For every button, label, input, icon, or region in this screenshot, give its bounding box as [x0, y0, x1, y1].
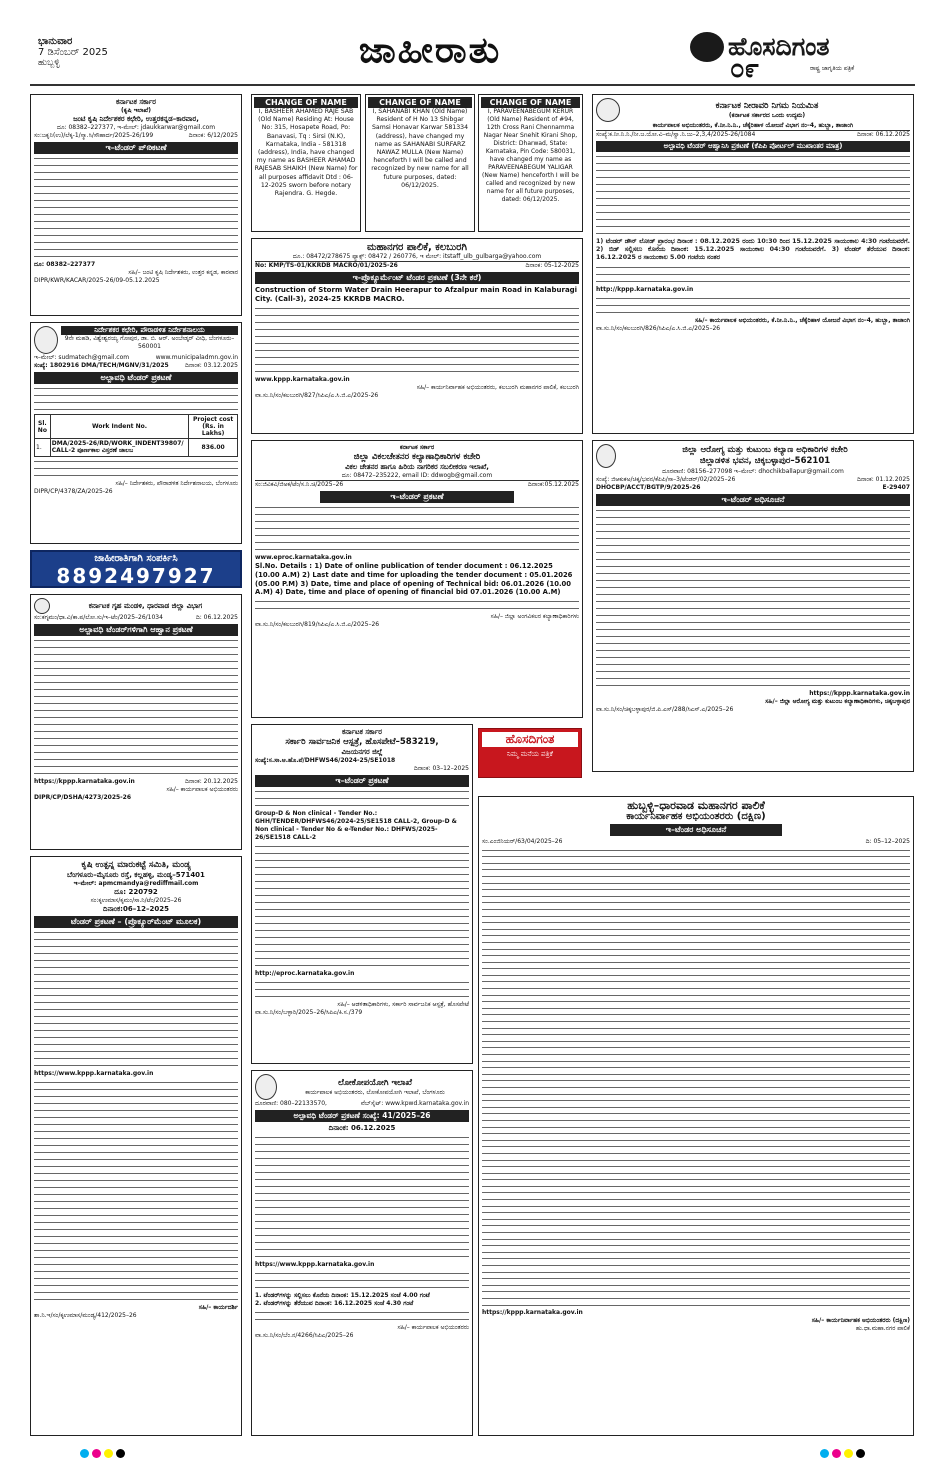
hdmc-signature: ಸಹಿ/– ಕಾರ್ಯನಿರ್ವಾಹಕ ಅಭಿಯಂತರರು (ದಕ್ಷಿಣ) — [811, 1317, 910, 1325]
disability-welfare-ad — [251, 440, 583, 718]
dma-address: 9ನೇ ಮಹಡಿ, ವಿಶ್ವೇಶ್ವರಯ್ಯ ಗೋಪುರ, ಡಾ. ಬಿ. ಆರ್. ಅಂಬೇಡ್ಕರ್ ವೀಧಿ, ಬೆಂಗಳೂರು–560001 — [64, 335, 235, 350]
text-line — [482, 1158, 910, 1163]
agri-phone: ದೂ: 08382–227377 — [34, 261, 96, 268]
text-line — [482, 1276, 910, 1281]
hospital-heading: ಇ–ಟೆಂಡರ್ ಪ್ರಕಟಣೆ — [255, 775, 469, 787]
text-line — [482, 947, 910, 952]
text-line — [482, 1217, 910, 1222]
text-line — [482, 920, 910, 925]
tagline: ರಾಷ್ಟ್ರ ಜಾಗೃತಿಯ ಪತ್ರಿಕೆ — [810, 65, 855, 72]
pwd-office: ಕಾರ್ಯಪಾಲಕ ಅಭಿಯಂತರರು, ಲೋಕೋಪಯೋಗಿ ಇಲಾಖೆ, ಬೆಂಗಳೂರು — [305, 1088, 445, 1096]
text-line — [482, 1085, 910, 1090]
text-line — [482, 1098, 910, 1103]
ddwo-footer: ವಾ.ಸು.ನಿ/ಸಂ/ಕಲಬುರಗಿ/819/ಸಿಪಿಎ/ಎ.ಸಿ.ಜಿ.ಎ/2025–26 — [255, 621, 380, 629]
nigam-website[interactable]: http://kppp.karnataka.gov.in — [596, 285, 694, 293]
text-line — [482, 1078, 910, 1083]
hospital-tender-ad — [251, 724, 473, 1064]
nagar-website[interactable]: www.kppp.karnataka.gov.in — [255, 376, 350, 383]
text-line — [482, 1125, 910, 1130]
hdmc-subtitle: ಕಾರ್ಯನಿರ್ವಾಹಕ ಅಭಿಯಂತರರು (ದಕ್ಷಿಣ) — [626, 811, 766, 822]
text-line — [482, 1032, 910, 1037]
text-line — [482, 1270, 910, 1275]
hdmc-date: ದಿ: 05–12–2025 — [865, 838, 910, 845]
text-line — [482, 1296, 910, 1301]
text-line — [482, 1243, 910, 1248]
ddwo-heading: ಇ–ಟೆಂಡರ್ ಪ್ರಕಟಣೆ — [320, 491, 514, 503]
header-rule — [30, 84, 915, 86]
apmc-footer: ಶಾ.ನಿ.ಇ/ಸಂ/ಕೃಉಮಾಸ/ಮಂಡ್ಯ/412/2025–26 — [34, 1312, 137, 1319]
text-line — [482, 1177, 910, 1182]
pwd-title: ಲೋಕೋಪಯೋಗಿ ಇಲಾಖೆ — [337, 1077, 413, 1088]
housing-board-ad — [30, 594, 242, 850]
apmc-address: ಬೆಂಗಳೂರು–ಮೈಸೂರು ರಸ್ತೆ, ಕಲ್ಲಹಳ್ಳಿ, ಮಂಡ್ಯ–571401 — [67, 871, 205, 879]
text-line — [482, 881, 910, 886]
nigam-ref: ಸಂಖ್ಯೆ:ಕ.ನೀ.ನಿ.ನಿ./ನೀ.ಜ.ಯೋ.ವಿ–ಮ/ಸ್ವಾ.ನಿ.ಜು–2,3,4/2025-26/1084 — [596, 131, 756, 138]
text-line — [482, 1283, 910, 1288]
text-line — [482, 999, 910, 1004]
promo-line: ನಿಮ್ಮ ಮನೆಯ ಪತ್ರಿಕೆ — [507, 750, 553, 758]
agri-org: ಕರ್ನಾಟಕ ಸರ್ಕಾರ — [116, 98, 156, 106]
paper-name: ಹೊಸದಿಗಂತ — [728, 32, 830, 61]
text-line — [482, 1111, 910, 1116]
ddwo-signature: ಸಹಿ/– ಜಿಲ್ಲಾ ಅಂಗವಿಕಲರ ಕಲ್ಯಾಣಾಧಿಕಾರಿಗಳು — [490, 613, 579, 621]
hdmc-website[interactable]: https://kppp.karnataka.gov.in — [482, 1309, 583, 1317]
apmc-ref: ಸಂ:ಕೃಉಮಾಸ/ಕೃಮಂ/ಸಾ.ನಿ/ಟೆಂ/2025–26 — [90, 897, 182, 904]
header-city: ಹುಬ್ಬಳ್ಳಿ — [38, 58, 60, 68]
dma-col-indent: Work Indent No. — [50, 415, 188, 439]
contact-label: ಜಾಹೀರಾತಿಗಾಗಿ ಸಂಪರ್ಕಿಸಿ — [94, 553, 178, 564]
housing-title: ಕರ್ನಾಟಕ ಗೃಹ ಮಂಡಳಿ, ಧಾರವಾಡ ಜಿಲ್ಲಾ ವಿಭಾಗ — [88, 601, 203, 610]
hospital-tender-no: Group-D & Non clinical - Tender No.: GHH/TENDER/DHFWS46/2024-25/SE1518 CALL-2, Group-D & Non clinical - Tender No & e-Tender No.: DHFWS/2025-26/SE1518 CALL-2 — [255, 810, 457, 841]
text-line — [482, 993, 910, 998]
nigam-date: ದಿನಾಂಕ: 06.12.2025 — [857, 131, 910, 138]
text-line — [482, 1171, 910, 1176]
ddwo-body-text-2 — [255, 599, 579, 611]
housing-deadline: ದಿನಾಂಕ: 20.12.2025 — [185, 778, 238, 785]
hosadiganta-promo — [478, 728, 582, 778]
apmc-tender-ad — [30, 856, 242, 1436]
health-code2: E-29407 — [882, 484, 910, 491]
change-of-name-ad-2 — [365, 94, 475, 232]
change-of-name-ad-3 — [478, 94, 583, 232]
text-line — [482, 848, 910, 853]
pwd-heading: ಅಲ್ಪಾವಧಿ ಟೆಂಡರ್ ಪ್ರಕಟಣೆ ಸಂಖ್ಯೆ: 41/2025–26 — [255, 1110, 469, 1122]
dma-footer: DIPR/CP/4378/ZA/2025-26 — [34, 488, 113, 495]
text-line — [482, 1065, 910, 1070]
text-line — [482, 867, 910, 872]
text-line — [482, 1197, 910, 1202]
health-body-text — [596, 508, 910, 688]
housing-signature: ಸಹಿ/– ಕಾರ್ಯಪಾಲಕ ಅಭಿಯಂತರರು — [166, 786, 238, 793]
text-line — [482, 986, 910, 991]
apmc-phone: ದೂ: 220792 — [114, 888, 158, 896]
health-title: ಜಿಲ್ಲಾ ಆರೋಗ್ಯ ಮತ್ತು ಕುಟುಂಬ ಕಲ್ಯಾಣ ಅಧಿಕಾರಿಗಳ ಕಚೇರಿ — [682, 445, 848, 455]
promo-brand: ಹೊಸದಿಗಂತ — [482, 732, 578, 747]
text-line — [482, 1164, 910, 1169]
apmc-website[interactable]: https://www.kppp.karnataka.gov.in — [34, 1070, 154, 1077]
text-line — [482, 1303, 910, 1308]
text-line — [482, 1092, 910, 1097]
dma-cell-cost: 836.00 — [189, 439, 238, 457]
pwd-tender-ad — [251, 1070, 473, 1436]
dma-ref: ಸಂಖ್ಯೆ: 1802916 DMA/TECH/MGNV/31/2025 — [34, 362, 169, 369]
health-contact: ದೂರವಾಣಿ: 08156–277098 ಇ–ಮೇಲ್: dhochikballapur@gmail.com — [662, 468, 844, 475]
hdmc-title: ಹುಬ್ಬಳ್ಳಿ–ಧಾರವಾಡ ಮಹಾನಗರ ಪಾಲಿಕೆ — [627, 799, 765, 812]
text-line — [482, 1131, 910, 1136]
hospital-body-text-2 — [255, 844, 469, 968]
hdmc-tender-ad — [478, 796, 914, 1436]
text-line — [482, 914, 910, 919]
agri-office: ಜಂಟಿ ಕೃಷಿ ನಿರ್ದೇಶಕರ ಕಛೇರಿ, ಉತ್ತರಕನ್ನಡ–ಕಾರವಾರ, — [73, 115, 199, 123]
text-line — [482, 940, 910, 945]
health-date: ದಿನಾಂಕ: 01.12.2025 — [857, 476, 910, 483]
text-line — [482, 1012, 910, 1017]
nagar-date: ದಿನಾಂಕ: 05-12-2025 — [525, 262, 579, 269]
lamp-icon — [690, 32, 724, 62]
ddwo-ref: ಸಂ:ಜಿವಿಕವಿ/ಜಿಅಕ/ಟೆಂ/ಸ.ನಿ.ಚಿ/2025–26 — [255, 481, 344, 488]
agri-dept: (ಕೃಷಿ ಇಲಾಖೆ) — [121, 107, 151, 114]
hdmc-heading: ಇ–ಟೆಂಡರ ಅಧಿಸೂಚನೆ — [610, 824, 781, 836]
change3-body: I, PARAVEENABEGUM KERUR (Old Name) Resident of #94, 12th Cross Rani Chennamma Nagar Near Snehit Kirani Shop, District: Dharwad, State: Karnataka, Pin Code: 580031, have changed my name as PARAVEENABEGUM YALIGAR (New Name) henceforth I will be called and recognized by new name for all future purposes, dated: 06/12/2025. — [482, 108, 579, 203]
text-line — [482, 1026, 910, 1031]
change2-body: I, SAHANABI KHAN (Old Name) Resident of H No 13 Shibgar Samsi Honavar Karwar 581334 (address), have changed my name as SAHANABI SURFARZ NAWAZ MULLA (New Name) henceforth I will be called and recognized by new name for all future purposes, dated: 06/12/2025. — [371, 108, 469, 189]
nigam-title: ಕರ್ನಾಟಕ ನೀರಾವರಿ ನಿಗಮ ನಿಯಮಿತ — [715, 100, 819, 111]
corporation-tender-ad — [251, 238, 583, 434]
print-registration-marks-right — [820, 1443, 868, 1462]
apmc-title: ಕೃಷಿ ಉತ್ಪನ್ನ ಮಾರುಕಟ್ಟೆ ಸಮಿತಿ, ಮಂಡ್ಯ — [81, 860, 191, 870]
nagar-heading: ಇ-ಪ್ರೊಕ್ಯೂರ್ಮೆಂಟ್ ಟೆಂಡರ ಪ್ರಕಟಣೆ (3ನೇ ಕರೆ) — [255, 272, 579, 284]
masthead — [0, 0, 945, 84]
registration-dot — [80, 1449, 89, 1458]
housing-date: ದಿ: 06.12.2025 — [195, 614, 238, 621]
nagar-work: Construction of Storm Water Drain Heerapur to Afzalpur main Road in Kalaburagi City. (Call-3), 2024-25 KKRDB MACRO. — [255, 286, 578, 303]
header-date: 7 ಡಿಸೆಂಬರ್ 2025 — [38, 47, 108, 58]
health-code: DHOCBP/ACCT/BGTP/9/2025-26 — [596, 484, 701, 491]
dma-title: ನಿರ್ದೇಶಕರ ಕಛೇರಿ, ಪೌರಾಡಳಿತ ನಿರ್ದೇಶನಾಲಯ — [61, 326, 238, 335]
ddwo-date: ದಿನಾಂಕ:05.12.2025 — [527, 481, 579, 488]
change3-title: CHANGE OF NAME — [481, 97, 580, 108]
pwd-emblem-icon — [255, 1074, 277, 1100]
registration-dot — [820, 1449, 829, 1458]
housing-body-text — [34, 638, 238, 776]
pwd-signature: ಸಹಿ/– ಕಾರ್ಯಪಾಲಕ ಅಭಿಯಂತರರು — [397, 1324, 469, 1331]
nigam-body-text-2 — [596, 265, 910, 284]
ddwo-title: ಜಿಲ್ಲಾ ವಿಕಲಚೇತನರ ಕಲ್ಯಾಣಾಧಿಕಾರಿಗಳ ಕಚೇರಿ — [353, 452, 481, 462]
text-line — [482, 900, 910, 905]
health-emblem-icon — [596, 444, 616, 468]
nagar-title: ಮಹಾನಗರ ಪಾಲಿಕೆ, ಕಲಬುರಗಿ — [367, 242, 467, 253]
agri-tender-ad — [30, 94, 242, 316]
nigam-logo-icon — [596, 98, 620, 122]
health-subtitle: ಜಿಲ್ಲಾಡಳಿತ ಭವನ, ಚಿಕ್ಕಬಳ್ಳಾಪುರ–562101 — [699, 456, 831, 466]
dma-body-text — [34, 386, 238, 412]
registration-dot — [92, 1449, 101, 1458]
ddwo-website[interactable]: www.eproc.karnataka.gov.in — [255, 554, 352, 561]
text-line — [482, 1144, 910, 1149]
text-line — [482, 874, 910, 879]
hospital-footer: ವಾ.ಸು.ನಿ/ಸಂ/ಬಳ್ಳಾರಿ/2025–26/ಸಿಪಿಎ/ಕಿ.ಸ./379 — [255, 1009, 363, 1016]
text-line — [482, 1223, 910, 1228]
text-line — [482, 1250, 910, 1255]
ddwo-body-text — [255, 505, 579, 552]
ddwo-email: ದೂ: 08472–235222, email ID: ddwogb@gmail.com — [255, 472, 579, 481]
text-line — [482, 1151, 910, 1156]
nagar-contact: ದೂ.: 08472/278675 ಫ್ಯಾಕ್ಸ್: 08472 / 260776, ಇ ಮೇಲ್: itstaff_ulb_gulbarga@yahoo.com — [255, 253, 579, 262]
pwd-footer: ವಾ.ಸು.ನಿ/ಸಂ/ಬೆಂ.ನ/4266/ಸಿಪಿಎ/2025–26 — [255, 1332, 354, 1339]
text-line — [482, 1019, 910, 1024]
health-signature: ಸಹಿ/– ಜಿಲ್ಲಾ ಆರೋಗ್ಯ ಮತ್ತು ಕುಟುಂಬ ಕಲ್ಯಾಣಾಧಿಕಾರಿಗಳು, ಚಿಕ್ಕಬಳ್ಳಾಪುರ — [765, 698, 910, 705]
hospital-title: ಸರ್ಕಾರಿ ಸಾರ್ವಜನಿಕ ಆಸ್ಪತ್ರೆ, ಹೊಸಪೇಟೆ–583219, — [285, 737, 439, 747]
hospital-date: ದಿನಾಂಕ: 03–12–2025 — [413, 765, 469, 772]
text-line — [482, 973, 910, 978]
pwd-date: ದಿನಾಂಕ: 06.12.2025 — [328, 1124, 396, 1132]
housing-footer: DIPR/CP/DSHA/4273/2025-26 — [34, 794, 132, 801]
nagar-body-text — [255, 306, 579, 374]
text-line — [482, 1237, 910, 1242]
text-line — [482, 1118, 910, 1123]
apmc-date: ದಿನಾಂಕ:06–12–2025 — [103, 905, 169, 913]
agri-contact: ದೂ: 08382–227377, ಇ-ಮೇಲ್: jdaukkarwar@gmail.com — [56, 124, 216, 131]
apmc-email: ಇ–ಮೇಲ್: apmcmandya@rediffmail.com — [73, 880, 199, 887]
pwd-body-text — [255, 1135, 469, 1259]
text-line — [482, 887, 910, 892]
contact-phone[interactable]: 8892497927 — [56, 564, 216, 588]
hospital-body-text — [255, 789, 469, 808]
text-line — [482, 1230, 910, 1235]
dma-cell-indent: DMA/2025-26/RD/WORK_INDENT39807/ CALL-2 ಪೂರ್ಣಕಾಲ ವಿಸ್ತರಣೆ ಜಾಲಬ — [50, 439, 188, 457]
dma-heading: ಅಲ್ಪಾವಧಿ ಟೆಂಡರ್ ಪ್ರಕಟಣೆ — [34, 372, 238, 384]
housing-ref: ಸಂ:ಕಗೃಮಂ/ಧಾ.ವಿ/ಕಾ.ಪ/ಲೋ.ಸು/ಇ–ಟೆಂ/2025–26/1034 — [34, 614, 163, 621]
registration-dot — [104, 1449, 113, 1458]
agri-heading: ಇ–ಟೆಂಡರ್ ಪ್രಕಟಣೆ — [34, 142, 238, 154]
hospital-website[interactable]: http://eproc.karnataka.gov.in — [255, 970, 355, 977]
ddwo-details: Sl.No. Details : 1) Date of online publication of tender document : 06.12.2025 (10.00 A.M) 2) Last date and time for uploading the tender document : 05.01.2026 (05.00 P.M) 3) Date, time and place of opening of Technical bid: 06.01.2026 (10.00 A.M) 4) Date, time and place of opening of financial bid 07.01.2026 (10.00 A.M) — [255, 562, 573, 597]
page-number: ೦೯ — [730, 54, 760, 84]
housing-logo-icon — [34, 598, 50, 614]
housing-website[interactable]: https://kppp.karnataka.gov.in — [34, 778, 135, 785]
apmc-signature: ಸಹಿ/– ಕಾರ್ಯದರ್ಶಿ — [198, 1304, 238, 1311]
nigam-body-text — [596, 154, 910, 236]
text-line — [482, 1210, 910, 1215]
hospital-ref: ಸಂಖ್ಯೆ:ಸ.ಸಾ.ಆ.ಹೊ.ಪೆ/DHFWS46/2024-25/SE1018 — [255, 757, 396, 764]
text-line — [482, 933, 910, 938]
hdmc-body-text — [482, 848, 910, 1308]
pwd-item-1: 1. ಟೆಂಡರ್‌ಗಳನ್ನು ಸಲ್ಲಿಸಲು ಕೊನೆಯ ದಿನಾಂಕ: 15.12.2025 ಸಂಜೆ 4.00 ಗಂಟೆ — [255, 1292, 430, 1299]
dma-web[interactable]: www.municipaladmn.gov.in — [155, 354, 238, 361]
change-of-name-ad-1 — [251, 94, 361, 232]
text-line — [482, 1190, 910, 1195]
dma-signature: ಸಹಿ/– ನಿರ್ದೇಶಕರು, ಪೌರಾಡಳಿತ ನಿರ್ದೇಶನಾಲಯ, ಬೆಂಗಳೂರು — [115, 480, 238, 487]
text-line — [482, 1289, 910, 1294]
agri-date: ದಿನಾಂಕ: 6/12/2025 — [188, 132, 238, 139]
edition-info — [38, 36, 158, 68]
health-website[interactable]: https://kppp.karnataka.gov.in — [809, 690, 910, 697]
dma-email: ಇ–ಮೇಲ್: sudmatech@gmail.com — [34, 354, 130, 361]
text-line — [482, 1052, 910, 1057]
text-line — [482, 907, 910, 912]
text-line — [482, 960, 910, 965]
hospital-body-text-3 — [255, 980, 469, 999]
ddwo-subtitle: ವಿಕಲ ಚೇತನರ ಹಾಗೂ ಹಿರಿಯ ನಾಗರಿಕರ ಸಬಲೀಕರಣ ಇಲಾಖೆ, — [345, 463, 489, 471]
health-dept-ad — [592, 440, 914, 772]
hospital-signature: ಸಹಿ/– ಆಡಳಿತಾಧಿಕಾರಿಗಳು, ಸರ್ಕಾರಿ ಸಾರ್ವಜನಿಕ ಆಸ್ಪತ್ರೆ, ಹೊಸಪೇಟೆ — [337, 1001, 469, 1008]
dma-table — [34, 414, 238, 457]
karnataka-emblem-icon — [34, 326, 58, 354]
agri-ref: ಸಂ:ಜಕೃನಿ(ಉ)/ಲೆಕ್ಕ-1/ಸ್ಮಾ.ಸಿ/ಸೌಹಾರ್ದ/2025-26/199 — [34, 132, 154, 139]
nagar-footer: ವಾ.ಸು.ನಿ/ಸಂ/ಕಲಬುರಗಿ/827/ಸಿಪಿಎ/ಎ.ಸಿ.ಜಿ.ಎ/2025-26 — [255, 392, 379, 399]
print-registration-marks-left — [80, 1443, 128, 1462]
section-title: ಜಾಹೀರಾತು — [358, 30, 502, 71]
text-line — [482, 979, 910, 984]
text-line — [482, 854, 910, 859]
dma-table-header — [35, 415, 238, 439]
hdmc-signature-2: ಹು.ಧಾ.ಮಹಾ.ನಗರ ಪಾಲಿಕೆ — [855, 1325, 910, 1333]
apmc-body-text — [34, 930, 238, 1068]
change1-title: CHANGE OF NAME — [254, 97, 358, 108]
text-line — [482, 1105, 910, 1110]
text-line — [482, 1045, 910, 1050]
nigam-heading: ಅಲ್ಪಾವಧಿ ಟೆಂಡರ್ ಆಹ್ವಾನಿಸಿ ಪ್ರಕಟಣೆ (ಕೆಪಿಪಿ ಪೋರ್ಟಲ್ ಮುಖಾಂತರ ಮಾತ್ರ) — [596, 141, 910, 152]
header-day: ಭಾನುವಾರ — [38, 36, 73, 47]
nagar-ref: No: KMP/TS-01/KKRDB MACRO/01/2025-26 — [255, 262, 398, 269]
text-line — [482, 966, 910, 971]
text-line — [482, 1256, 910, 1261]
health-heading: ಇ–ಟೆಂಡರ್ ಅಧಿಸೂಚನೆ — [596, 494, 910, 506]
dma-col-sl: Sl. No — [35, 415, 51, 439]
ddwo-org: ಕರ್ನಾಟಕ ಸರ್ಕಾರ — [399, 444, 435, 451]
paper-logo — [690, 32, 920, 82]
apmc-body-text-2 — [34, 1080, 238, 1302]
dma-date: ದಿನಾಂಕ: 03.12.2025 — [185, 362, 238, 369]
housing-heading: ಅಲ್ಪಾವಧಿ ಟೆಂಡರ್‌ಗಳಿಗಾಗಿ ಆಹ್ವಾನ ಪ್ರಕಟಣೆ — [34, 624, 238, 636]
irrigation-tender-ad — [592, 94, 914, 434]
nigam-footer: ವಾ.ಸು.ನಿ/ಸಂ/ಕಲಬುರಗಿ/826/ಸಿಪಿಎ/ಎ.ಸಿ.ಜಿ.ಎ/2025–26 — [596, 324, 721, 332]
pwd-body-text-3 — [255, 1310, 469, 1322]
text-line — [482, 953, 910, 958]
nigam-office: ಕಾರ್ಯಪಾಲಕ ಅಭಿಯಂತರರು, ಕೆ.ನೀ.ನಿ.ನಿ., ಚೆಕ್ಕೆರಿಹಾಳ ಯೋಜನೆ ವಿಭಾಗ ನಂ–4, ಹುಬ್ಬಾ, ತಾಜಾಂಗಿ — [596, 122, 910, 131]
nigam-signature: ಸಹಿ/– ಕಾರ್ಯಪಾಲಕ ಅಭಿಯಂತರರು, ಕೆ.ನೀ.ನಿ.ನಿ., ಚೆಕ್ಕೆರಿಹಾಳ ಯೋಜನೆ ವಿಭಾಗ ನಂ–4, ಹುಬ್ಬಾ, ತಾಜಾಂಗಿ — [694, 316, 910, 324]
apmc-heading: ಟೆಂಡರ್ ಪ್ರಕಟಣೆ – (ಪ್ರೊಕ್ಯೂರ್‌ಮೆಂಟ್ ಮೂಲಕ) — [34, 916, 238, 928]
text-line — [482, 1263, 910, 1268]
nigam-subtitle: (ಕರ್ನಾಟಕ ಸರ್ಕಾರದ ಒಂದು ಉದ್ಯಮ) — [728, 111, 806, 119]
hdmc-ref: ಸಂ.ಎಂಜಿನಿಯರ್/63/04/2025–26 — [482, 838, 563, 845]
text-line — [482, 1072, 910, 1077]
registration-dot — [856, 1449, 865, 1458]
pwd-website[interactable]: https://www.kppp.karnataka.gov.in — [255, 1261, 375, 1268]
agri-signature: ಸಹಿ/– ಜಂಟಿ ಕೃಷಿ ನಿರ್ದೇಶಕರು, ಉತ್ತರ ಕನ್ನಡ, ಕಾರವಾರ — [128, 269, 238, 276]
text-line — [482, 1006, 910, 1011]
agri-footer: DIPR/KWR/KACAR/2025-26/09-05.12.2025 — [34, 277, 160, 284]
text-line — [482, 1204, 910, 1209]
change2-title: CHANGE OF NAME — [368, 97, 472, 108]
dma-tender-ad — [30, 322, 242, 544]
text-line — [482, 1184, 910, 1189]
health-ref: ಸಂಖ್ಯೆ: ಜಿಆಕುಕಅ/ಚಿಕ್ಕ/ಭವನ/ಕೆಪಿಪಿ/ಸಾ–3/ಟೆಂಡರ್/02/2025–26 — [596, 476, 736, 483]
text-line — [482, 861, 910, 866]
text-line — [482, 894, 910, 899]
hospital-org: ಕರ್ನಾಟಕ ಸರ್ಕಾರ — [342, 728, 382, 736]
health-footer: ವಾ.ಸು.ನಿ/ಸಂ/ಚಿಕ್ಕಬಳ್ಳಾಪುರ/ಜಿ.ಪಿ.ಎಸ್/288/ಸಿಎಸ್.ಎ/2025–26 — [596, 706, 734, 713]
pwd-item-2: 2. ಟೆಂಡರ್‌ಗಳನ್ನು ತೆರೆಯುವ ದಿನಾಂಕ: 16.12.2025 ಸಂಜೆ 4.30 ಗಂಟೆ — [255, 1300, 414, 1307]
dma-body-text-2 — [34, 459, 238, 478]
change1-body: I, BASHEER AHAMED RAJE SAB (Old Name) Residing At: House No: 315, Hosapete Road, Po: Banavasi, Tq : Sirsi (N.K), Karnataka, India - 581318 (address), India, have changed my name as BASHEER AHAMAD RAJESAB SHAIKH (New Name) for all purposes affidavit Dtd : 06-12-2025 sworn before notary Rajendra. G. Hegde. — [254, 108, 358, 198]
ad-contact-banner — [30, 550, 242, 588]
registration-dot — [844, 1449, 853, 1458]
pwd-web[interactable]: ವೆಬ್‌ಸೈಟ್: www.kpwd.karnataka.gov.in — [360, 1100, 469, 1107]
nigam-body-text-3 — [596, 296, 910, 315]
dma-col-cost: Project cost (Rs. in Lakhs) — [189, 415, 238, 439]
text-line — [482, 927, 910, 932]
nagar-signature: ಸಹಿ/– ಕಾರ್ಯನಿರ್ವಾಹಕ ಅಭಿಯಂತರರು, ಕಲಬುರಗಿ ಮಹಾನಗರ ಪಾಲಿಕೆ, ಕಲಬುರಗಿ — [416, 384, 579, 391]
pwd-phone: ದೂರವಾಣಿ: 080–22133570, — [255, 1100, 327, 1107]
registration-dot — [832, 1449, 841, 1458]
nigam-dates: 1) ಟೆಂಡರ್ ಡೌನ್ ಲೋಡ್ ಪ್ರಾರಂಭ ದಿನಾಂಕ : 08.12.2025 ರಂದು 10:30 ರಿಂದ 15.12.2025 ಸಾಯಂಕಾಲ 4:30 ಗಂಟೆಯವರೆಗೆ. 2) ಬಿಡ್ ಸಲ್ಲಿಸಲು ಕೊನೆಯ ದಿನಾಂಕ: 15.12.2025 ಸಾಯಂಕಾಲ 04:30 ಗಂಟೆಯವರೆಗೆ. 3) ಟೆಂಡರ್ ತೆರೆಯುವ ದಿನಾಂಕ: 16.12.2025 ರ ಸಾಯಂಕಾಲ 5.00 ಗಂಟೆಯ ನಂತರ — [596, 238, 910, 262]
text-line — [482, 1138, 910, 1143]
dma-cell-sl: 1. — [35, 439, 51, 457]
pwd-body-text-2 — [255, 1271, 469, 1290]
text-line — [482, 1039, 910, 1044]
table-row — [35, 439, 238, 457]
text-line — [482, 1059, 910, 1064]
agri-body-text — [34, 156, 238, 259]
hospital-subtitle: ವಿಜಯನಗರ ಜಿಲ್ಲೆ — [341, 748, 383, 756]
registration-dot — [116, 1449, 125, 1458]
